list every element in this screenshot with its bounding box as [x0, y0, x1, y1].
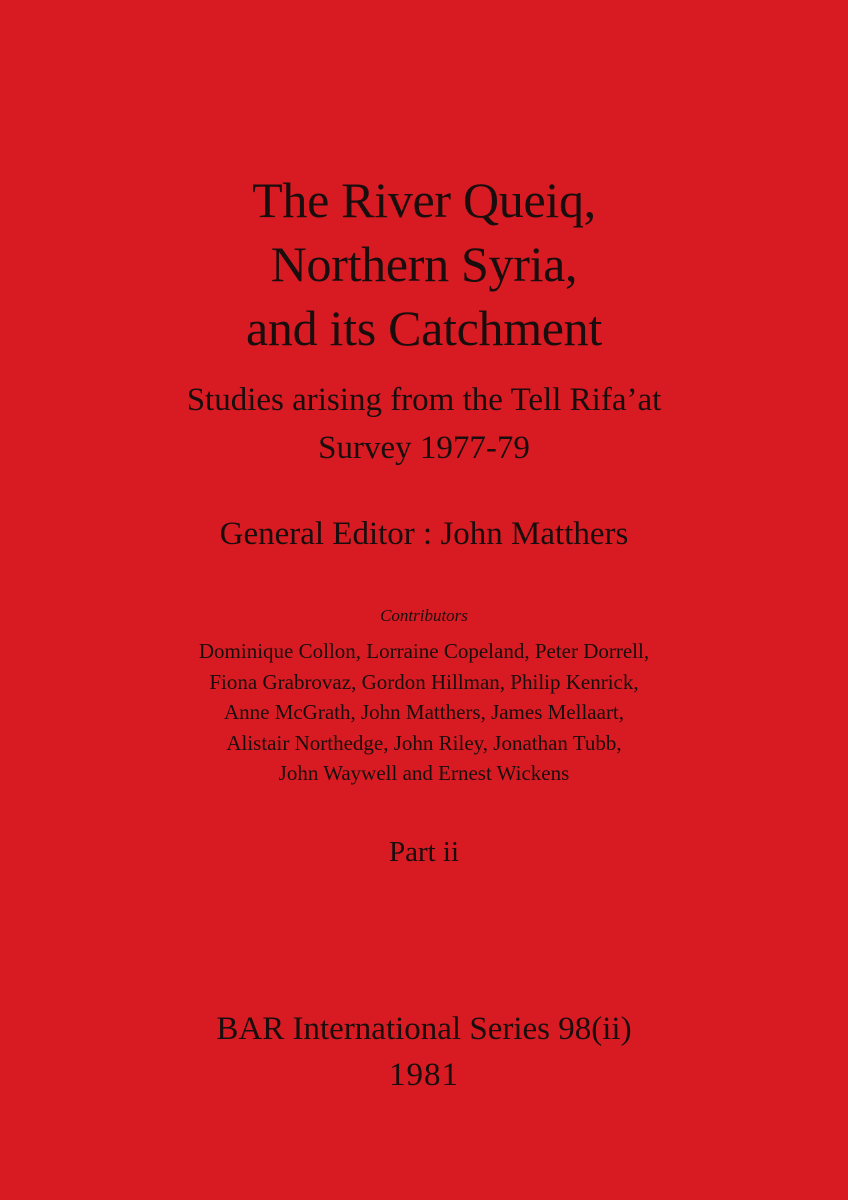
- contributors-line-1: Dominique Collon, Lorraine Copeland, Peter Dorrell,: [198, 639, 650, 663]
- general-editor: General Editor : John Matthers: [219, 516, 629, 552]
- series-name: BAR International Series 98(ii): [216, 1011, 632, 1047]
- contributors-line-2: Fiona Grabrovaz, Gordon Hillman, Philip Kenrick,: [209, 669, 639, 694]
- part-number: Part ii: [388, 836, 460, 868]
- contributors-line-3: Anne McGrath, John Matthers, James Mellaart,: [223, 700, 625, 724]
- title-line-3: and its Catchment: [246, 300, 602, 356]
- contributors-label: Contributors: [380, 606, 468, 625]
- title-line-1: The River Queiq,: [252, 172, 596, 228]
- contributors-line-4: Alistair Northedge, John Riley, Jonathan Tubb,: [226, 730, 622, 755]
- subtitle-line-1: Studies arising from the Tell Rifa’at: [186, 382, 662, 418]
- title-line-2: Northern Syria,: [270, 236, 578, 292]
- contributors-line-5: John Waywell and Ernest Wickens: [278, 761, 570, 785]
- contributors-list: [0, 636, 848, 789]
- book-subtitle: [0, 376, 848, 472]
- book-title: [0, 168, 848, 360]
- publication-year: 1981: [389, 1057, 459, 1093]
- subtitle-line-2: Survey 1977-79: [318, 430, 530, 466]
